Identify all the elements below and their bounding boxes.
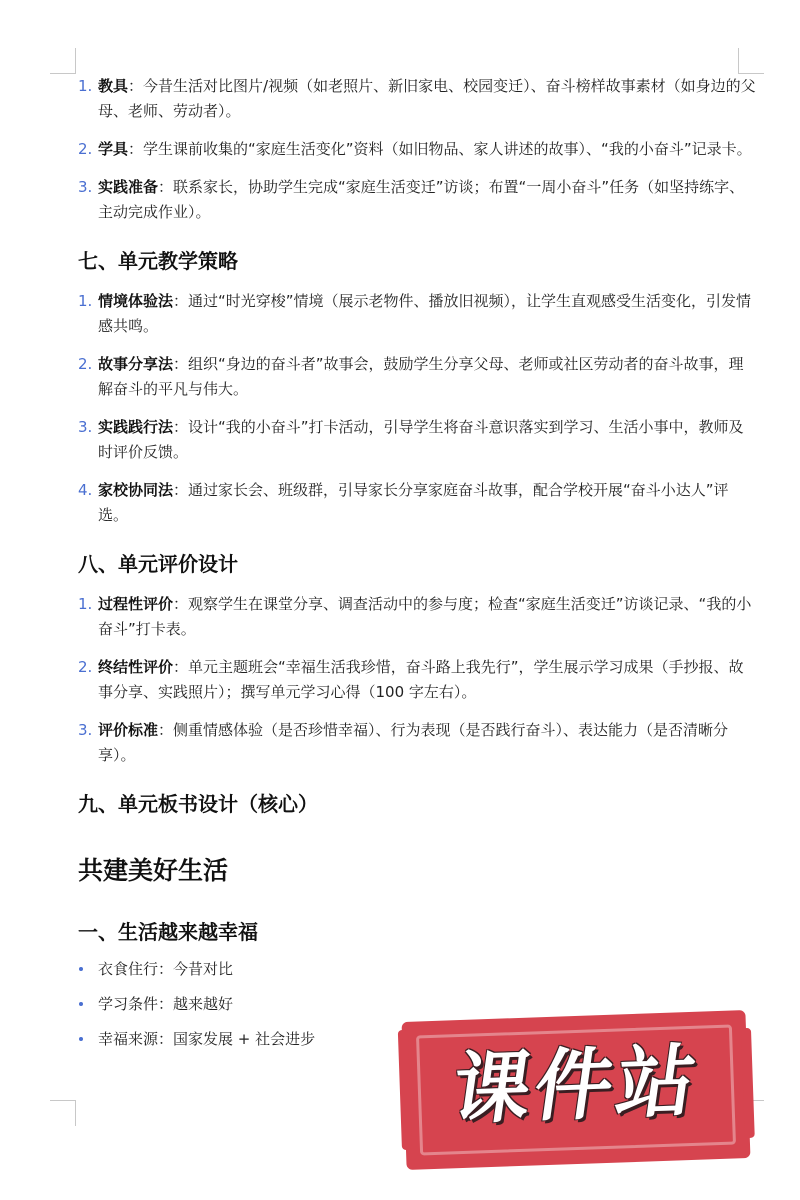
list-item [78,289,758,339]
item-text: ：今昔生活对比图片/视频（如老照片、新旧家电、校园变迁）、奋斗榜样故事素材（如身边的父母、老师、劳动者）。 [98,77,756,120]
item-label: 情境体验法 [98,292,174,310]
list-item [78,74,758,124]
crop-mark-top-right [738,48,764,74]
section7-list [78,289,758,528]
list-number: 1. [78,595,93,613]
item-text: ：通过家长会、班级群，引导家长分享家庭奋斗故事，配合学校开展“奋斗小达人”评选。 [98,481,729,524]
board-title: 共建美好生活 [78,856,229,885]
section9-heading: 九、单元板书设计（核心） [78,792,318,816]
item-text: ：联系家长，协助学生完成“家庭生活变迁”访谈；布置“一周小奋斗”任务（如坚持练字、主动完成作业）。 [98,178,745,221]
item-text: ：单元主题班会“幸福生活我珍惜，奋斗路上我先行”，学生展示学习成果（手抄报、故事分享、实践照片）；撰写单元学习心得（100 字左右）。 [98,658,744,701]
item-text: ：设计“我的小奋斗”打卡活动，引导学生将奋斗意识落实到学习、生活小事中，教师及时评价反馈。 [98,418,744,461]
item-text: ：学生课前收集的“家庭生活变化”资料（如旧物品、家人讲述的故事）、“我的小奋斗”记录卡。 [128,140,752,158]
list-number: 1. [78,77,93,95]
list-item [78,415,758,465]
list-number: 2. [78,355,93,373]
list-number: 2. [78,658,93,676]
bullet-text: 幸福来源：国家发展 + 社会进步 [98,1030,316,1048]
board-subheading: 一、生活越来越幸福 [78,920,258,944]
item-text: ：组织“身边的奋斗者”故事会，鼓励学生分享父母、老师或社区劳动者的奋斗故事，理解奋斗的平凡与伟大。 [98,355,744,398]
list-item [78,175,758,225]
item-text: ：观察学生在课堂分享、调查活动中的参与度；检查“家庭生活变迁”访谈记录、“我的小奋斗”打卡表。 [98,595,752,638]
item-label: 评价标准 [98,721,159,739]
list-number: 2. [78,140,93,158]
item-label: 过程性评价 [98,595,174,613]
item-label: 实践践行法 [98,418,174,436]
item-text: ：侧重情感体验（是否珍惜幸福）、行为表现（是否践行奋斗）、表达能力（是否清晰分享）。 [98,721,729,764]
watermark-stamp [402,1010,751,1170]
list-number: 1. [78,292,93,310]
bullet-text: 学习条件：越来越好 [98,995,234,1013]
bullet-dot-icon [79,967,83,971]
section6-list [78,74,758,225]
list-item [78,478,758,528]
bullet-dot-icon [79,1037,83,1041]
bullet-dot-icon [79,1002,83,1006]
list-number: 4. [78,481,93,499]
item-label: 故事分享法 [98,355,174,373]
bullet-item [78,993,758,1015]
watermark-text: 课件站 [446,1036,706,1136]
section8-heading: 八、单元评价设计 [78,552,238,576]
section7-heading: 七、单元教学策略 [78,249,238,273]
list-item [78,655,758,705]
document-body [78,74,758,1063]
bullet-text: 衣食住行：今昔对比 [98,960,234,978]
list-item [78,352,758,402]
item-text: ：通过“时光穿梭”情境（展示老物件、播放旧视频），让学生直观感受生活变化，引发情感共鸣。 [98,292,752,335]
item-label: 家校协同法 [98,481,174,499]
item-label: 实践准备 [98,178,159,196]
item-label: 终结性评价 [98,658,174,676]
item-label: 学具 [98,140,129,158]
section8-list [78,592,758,768]
list-number: 3. [78,178,93,196]
list-item [78,592,758,642]
list-item [78,718,758,768]
list-number: 3. [78,721,93,739]
list-item [78,137,758,162]
crop-mark-bottom-left [50,1100,76,1126]
item-label: 教具 [98,77,129,95]
crop-mark-top-left [50,48,76,74]
list-number: 3. [78,418,93,436]
bullet-item [78,958,758,980]
